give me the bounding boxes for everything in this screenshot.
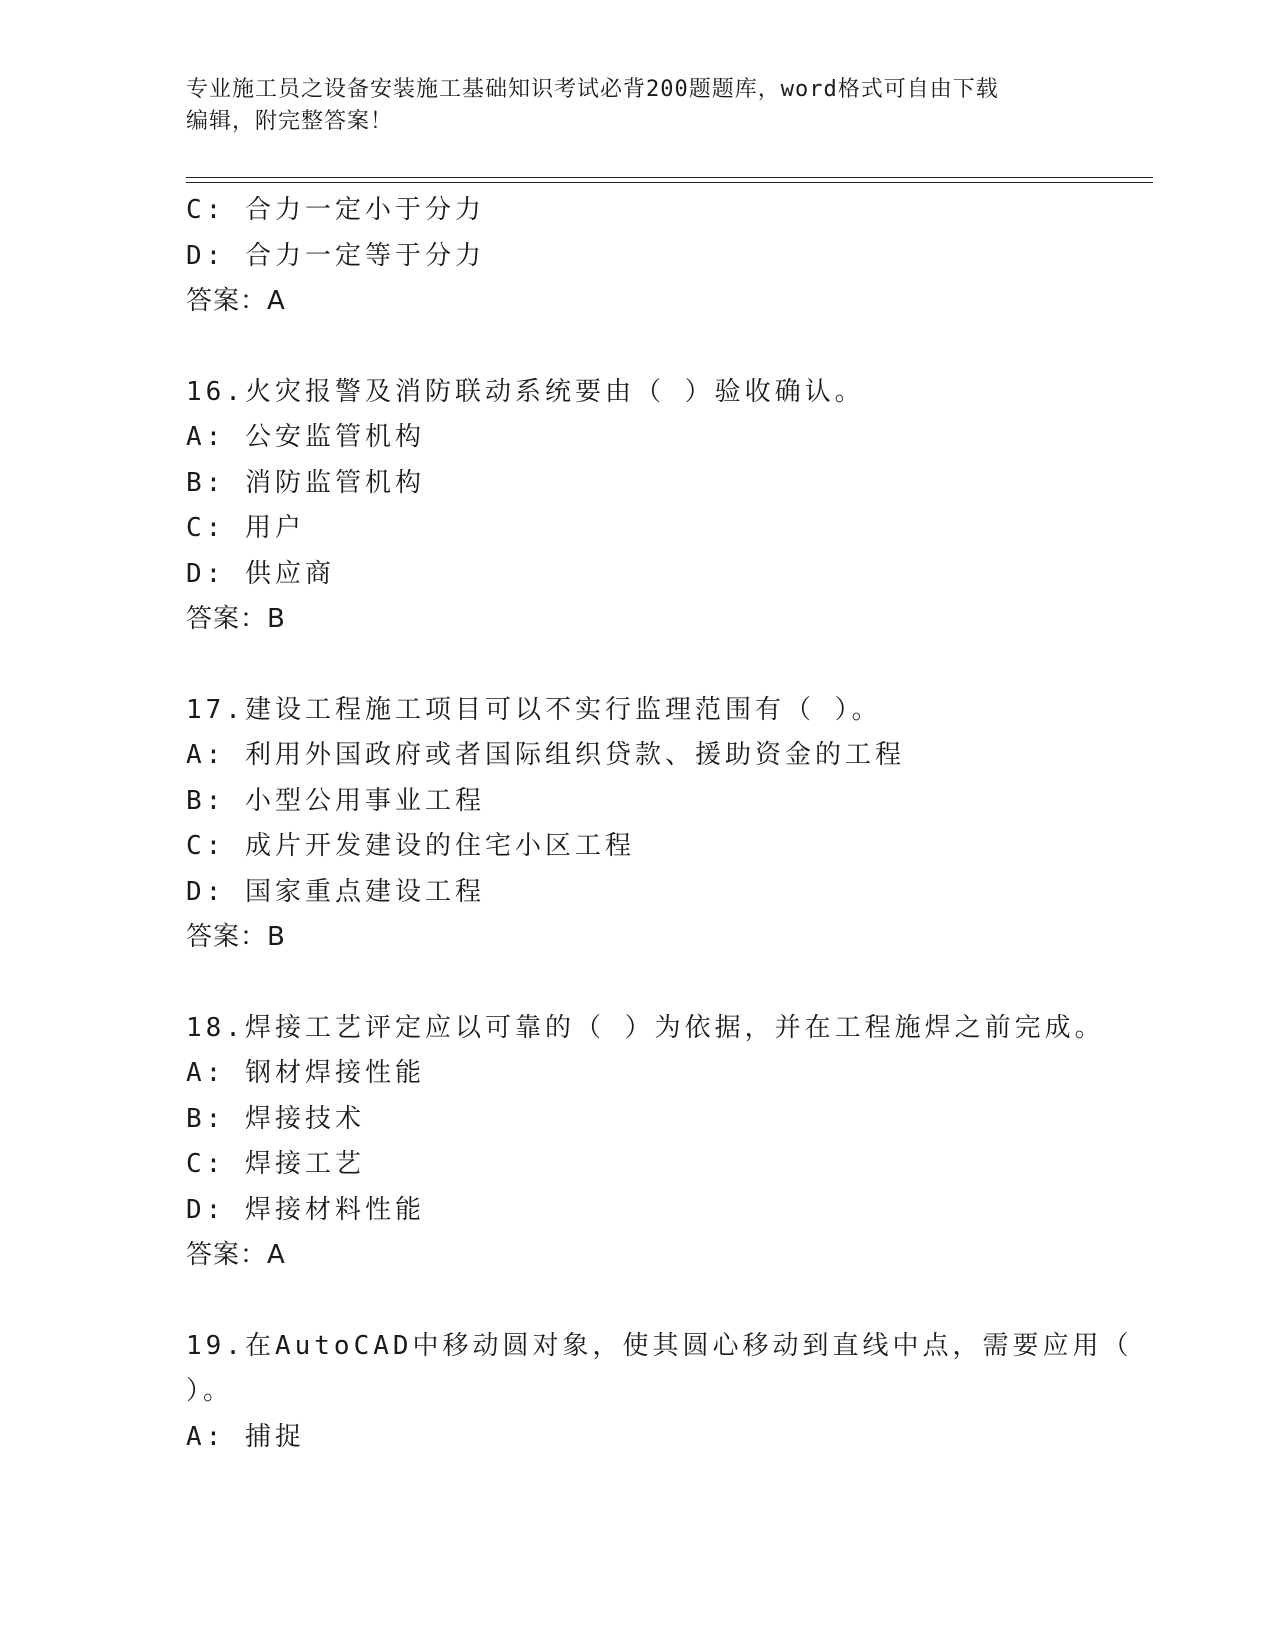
previous-question-tail — [186, 188, 1146, 325]
option-d: D: 焊接材料性能 — [186, 1194, 425, 1225]
option-a: A: 公安监管机构 — [186, 422, 425, 452]
header-title-line-1: 专业施工员之设备安装施工基础知识考试必背200题题库，word格式可自由下载 — [186, 77, 999, 102]
document-header — [186, 74, 1086, 138]
question-stem-line-1: 19.在AutoCAD中移动圆对象，使其圆心移动到直线中点，需要应用（ — [186, 1330, 1133, 1361]
question-stem-line-2: ）。 — [186, 1376, 234, 1406]
option-c: C: 用户 — [186, 513, 305, 543]
option-c: C: 焊接工艺 — [186, 1149, 365, 1179]
answer-line: 答案：B — [186, 922, 286, 952]
header-divider-top — [186, 177, 1153, 178]
option-c: C: 成片开发建设的住宅小区工程 — [186, 831, 635, 861]
option-b: B: 焊接技术 — [186, 1103, 365, 1134]
header-divider-bottom — [186, 182, 1153, 183]
option-d: D: 合力一定等于分力 — [186, 240, 485, 271]
header-title-line-2: 编辑，附完整答案！ — [186, 109, 394, 134]
question-stem: 16.火灾报警及消防联动系统要由（ ）验收确认。 — [186, 376, 865, 407]
option-b: B: 小型公用事业工程 — [186, 785, 485, 816]
question-16 — [186, 370, 1146, 643]
answer-line: 答案：A — [186, 286, 286, 316]
question-list — [186, 188, 1146, 1460]
question-17 — [186, 688, 1146, 961]
option-d: D: 供应商 — [186, 558, 335, 589]
option-c: C: 合力一定小于分力 — [186, 195, 485, 225]
option-a: A: 利用外国政府或者国际组织贷款、援助资金的工程 — [186, 740, 905, 770]
option-a: A: 钢材焊接性能 — [186, 1058, 425, 1088]
question-stem: 17.建设工程施工项目可以不实行监理范围有（ ）。 — [186, 694, 882, 725]
option-d: D: 国家重点建设工程 — [186, 876, 485, 907]
option-a: A: 捕捉 — [186, 1421, 305, 1452]
answer-line: 答案：B — [186, 604, 286, 634]
option-b: B: 消防监管机构 — [186, 467, 425, 498]
question-stem: 18.焊接工艺评定应以可靠的（ ）为依据，并在工程施焊之前完成。 — [186, 1012, 1105, 1043]
answer-line: 答案：A — [186, 1240, 286, 1270]
question-19 — [186, 1324, 1146, 1461]
question-18 — [186, 1006, 1146, 1279]
